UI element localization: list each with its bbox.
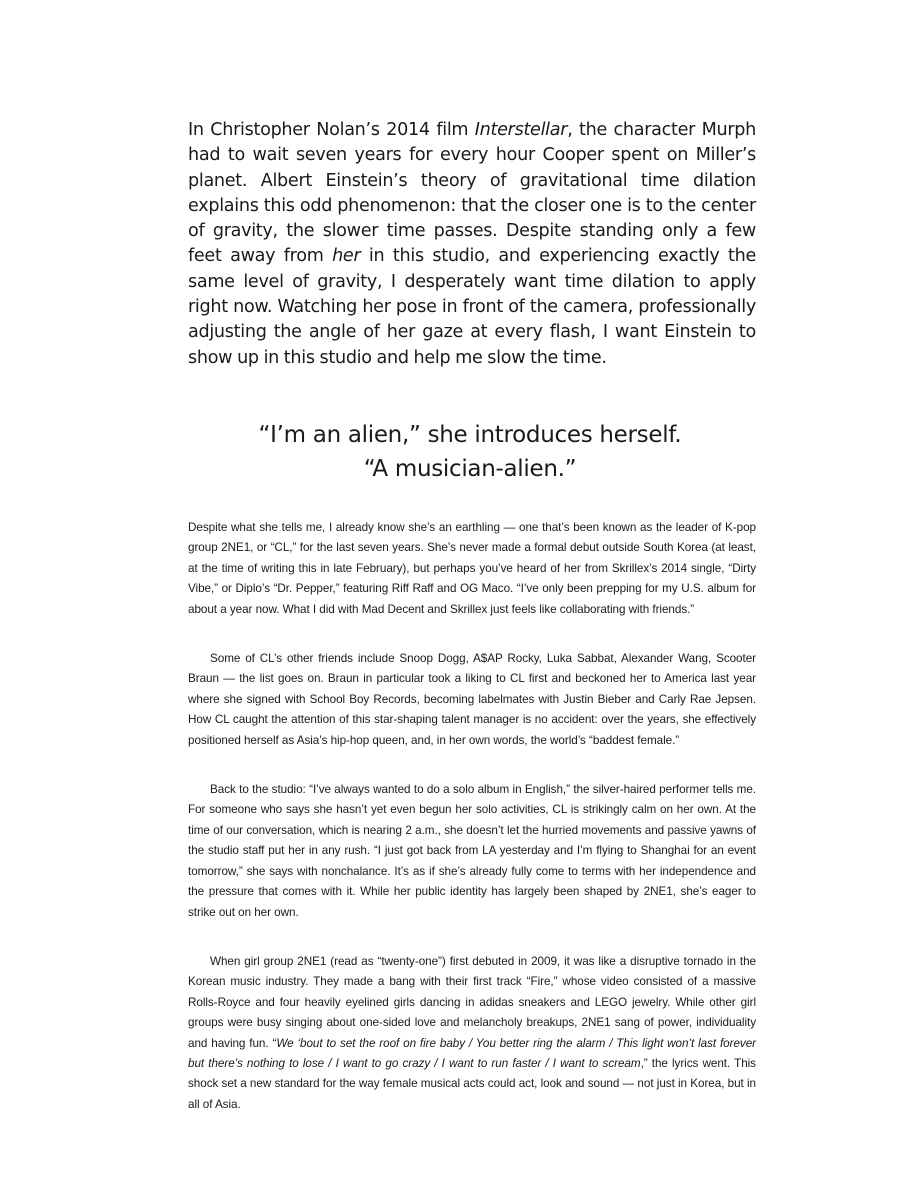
intro-text-3: in this studio, and experiencing exactly the same level of gravity, I desperately want time dilation to apply right now. Watching her pose in front of the camera, professionally adjusting the angle of her gaze at every flash, I want Einstein to show up in this studio and help me slow the time. [188, 246, 756, 368]
intro-paragraph [188, 118, 756, 371]
body-paragraph-4-text-2: ,” the lyrics went. This shock set a new standard for the way female musical acts could act, look and sound — not just in Korea, but in all of Asia. [188, 1056, 756, 1111]
intro-emphasis-her: her [332, 246, 361, 267]
pull-quote [150, 418, 790, 486]
article-body [188, 518, 756, 1144]
pull-quote-line-2: “A musician-alien.” [363, 456, 577, 482]
body-paragraph-4 [188, 952, 756, 1115]
intro-text-1: In Christopher Nolan’s 2014 film [188, 120, 475, 140]
body-paragraph-2: Some of CL’s other friends include Snoop Dogg, A$AP Rocky, Luka Sabbat, Alexander Wang, Scooter Braun — the list goes on. Braun in particular took a liking to CL first and beckoned her to America last year where she signed with School Boy Records, becoming labelmates with Justin Bieber and Carly Rae Jepsen. How CL caught the attention of this star-shaping talent manager is no accident: over the years, she effectively positioned herself as Asia’s hip-hop queen, and, in her own words, the world’s “baddest female.” [188, 652, 756, 747]
body-paragraph-3: Back to the studio: “I’ve always wanted to do a solo album in English,” the silver-haired performer tells me. For someone who says she hasn’t yet even begun her solo activities, CL is strikingly calm on her own. At the time of our conversation, which is nearing 2 a.m., she doesn’t let the hurried movements and passive yawns of the studio staff put her in any rush. “I just got back from LA yesterday and I’m flying to Shanghai for an event tomorrow,” she says with nonchalance. It’s as if she’s already fully come to terms with her independence and the pressure that comes with it. While her public identity has largely been shaped by 2NE1, she’s eager to strike out on her own. [188, 783, 756, 919]
body-paragraph-1: Despite what she tells me, I already know she’s an earthling — one that’s been known as the leader of K-pop group 2NE1, or “CL,” for the last seven years. She’s never made a formal debut outside South Korea (at least, at the time of writing this in late February), but perhaps you’ve heard of her from Skrillex’s 2014 single, “Dirty Vibe,” or Diplo’s “Dr. Pepper,” featuring Riff Raff and OG Maco. “I’ve only been prepping for my U.S. album for about a year now. What I did with Mad Decent and Skrillex just feels like collaborating with friends.” [188, 521, 756, 616]
intro-text-2: , the character Murph had to wait seven years for every hour Cooper spent on Miller’s planet. Albert Einstein’s theory of gravitational time dilation explains this odd phenomenon: that the closer one is to the center of gravity, the slower time passes. Despite standing only a few feet away from [188, 120, 757, 267]
body-paragraph-4-text-1: When girl group 2NE1 (read as “twenty-one”) first debuted in 2009, it was like a disruptive tornado in the Korean music industry. They made a bang with their first track “Fire,” whose video consisted of a massive Rolls-Royce and four heavily eyelined girls dancing in adidas sneakers and LEGO jewelry. While other girl groups were busy singing about one-sided love and melancholy breakups, 2NE1 sang of power, individuality and having fun. “ [188, 954, 756, 1050]
pull-quote-line-1: “I’m an alien,” she introduces herself. [258, 422, 682, 448]
film-title: Interstellar [474, 120, 568, 140]
lyrics-quote: We ‘bout to set the roof on fire baby / You better ring the alarm / This light won’t last forever but there’s nothing to lose / I want to go crazy / I want to run faster / I want to scream [188, 1036, 757, 1070]
